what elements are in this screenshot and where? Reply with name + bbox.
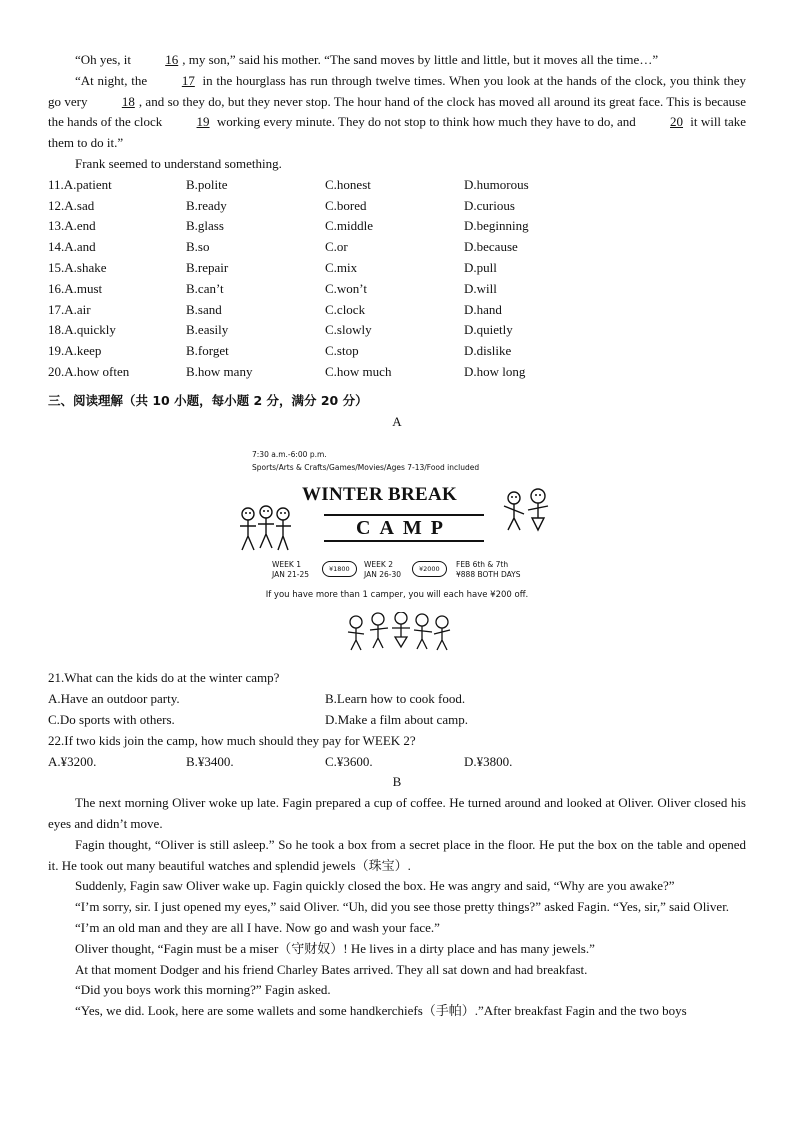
poster-title: WINTER BREAK bbox=[302, 484, 458, 506]
option: 17.A.air bbox=[48, 301, 91, 317]
blank-16: 16 bbox=[165, 52, 179, 67]
option: C.won’t bbox=[325, 280, 368, 296]
q21-options bbox=[48, 689, 746, 731]
option: D.will bbox=[464, 280, 497, 296]
option: D.dislike bbox=[464, 343, 512, 359]
week1-label: WEEK 1 bbox=[272, 560, 301, 570]
week1-price: ¥1800 bbox=[322, 561, 357, 577]
option: D.because bbox=[464, 239, 518, 255]
kids-right-illustration bbox=[500, 488, 554, 538]
passage-b-paragraph: Suddenly, Fagin saw Oliver wake up. Fagin quickly closed the box. He was angry and said, “Why are you awake?” bbox=[75, 878, 675, 894]
option: 20.A.how often bbox=[48, 363, 130, 379]
option: 12.A.sad bbox=[48, 197, 95, 213]
passage-b-paragraph: At that moment Dodger and his friend Charley Bates arrived. They all sat down and had breakfast. bbox=[75, 961, 588, 977]
poster-discount-note: If you have more than 1 camper, you will each have ¥200 off. bbox=[265, 590, 529, 601]
q22-option-d: D.¥3800. bbox=[464, 753, 513, 769]
option: C.mix bbox=[325, 259, 358, 275]
week1-block bbox=[272, 560, 309, 580]
document-page bbox=[48, 50, 746, 1022]
q21-option-a: A.Have an outdoor party. bbox=[48, 691, 180, 707]
option: D.hand bbox=[464, 301, 502, 317]
blank-18: 18 bbox=[121, 93, 135, 109]
option: B.so bbox=[186, 239, 210, 255]
poster-activities: Sports/Arts & Crafts/Games/Movies/Ages 7-13/Food included bbox=[252, 463, 480, 473]
kids-left-illustration bbox=[236, 504, 296, 556]
option: B.easily bbox=[186, 322, 229, 338]
option: C.honest bbox=[325, 176, 371, 192]
winter-camp-poster bbox=[242, 448, 552, 654]
option: D.pull bbox=[464, 259, 497, 275]
option: C.or bbox=[325, 239, 348, 255]
passage-b-paragraph: “Yes, we did. Look, here are some wallets and some handkerchiefs（手帕）.”After breakfast Fagin and the two boys bbox=[75, 1003, 687, 1019]
option: B.ready bbox=[186, 197, 227, 213]
options-table bbox=[48, 175, 746, 383]
option: 18.A.quickly bbox=[48, 322, 116, 338]
week1-dates: JAN 21-25 bbox=[272, 570, 309, 580]
option: C.how much bbox=[325, 363, 392, 379]
passage-b-paragraph: Fagin thought, “Oliver is still asleep.” So he took a box from a secret place in the floor. He put the box on the table and opened it. He took out many beautiful watches and splendid jewels（珠宝）. bbox=[48, 836, 746, 873]
q21-stem: 21.What can the kids do at the winter camp? bbox=[48, 670, 280, 686]
week2-price: ¥2000 bbox=[412, 561, 447, 577]
feb-block bbox=[456, 560, 521, 580]
option: D.how long bbox=[464, 363, 526, 379]
q22-option-a: A.¥3200. bbox=[48, 753, 97, 769]
option: 11.A.patient bbox=[48, 176, 112, 192]
q21-option-d: D.Make a film about camp. bbox=[325, 711, 468, 727]
q22-stem: 22.If two kids join the camp, how much should they pay for WEEK 2? bbox=[48, 732, 416, 748]
option: B.sand bbox=[186, 301, 222, 317]
option: D.curious bbox=[464, 197, 515, 213]
option: C.stop bbox=[325, 343, 359, 359]
passage-b-paragraph: Oliver thought, “Fagin must be a miser（守财奴）! He lives in a dirty place and has many jewels.” bbox=[75, 940, 595, 956]
blank-19: 19 bbox=[196, 114, 210, 130]
feb-label: FEB 6th & 7th bbox=[456, 560, 509, 570]
blank-20: 20 bbox=[670, 114, 684, 130]
option: 15.A.shake bbox=[48, 259, 107, 275]
passage-b-paragraph: “I’m sorry, sir. I just opened my eyes,” said Oliver. “Uh, did you see those pretty things?” asked Fagin. “Yes, sir,” said Oliver. bbox=[75, 899, 730, 915]
option: B.repair bbox=[186, 259, 229, 275]
poster-camp-banner bbox=[324, 514, 484, 542]
section-3-title: 三、阅读理解（共 10 小题，每小题 2 分，满分 20 分） bbox=[48, 392, 368, 408]
poster-hours: 7:30 a.m.-6:00 p.m. bbox=[252, 450, 327, 460]
week2-block bbox=[364, 560, 401, 580]
q22-option-b: B.¥3400. bbox=[186, 753, 234, 769]
week2-dates: JAN 26-30 bbox=[364, 570, 401, 580]
part-a-heading: A bbox=[392, 413, 402, 429]
option: 13.A.end bbox=[48, 218, 96, 234]
option: C.slowly bbox=[325, 322, 372, 338]
option: D.beginning bbox=[464, 218, 529, 234]
blank-17: 17 bbox=[181, 72, 195, 88]
option: B.glass bbox=[186, 218, 224, 234]
option: D.quietly bbox=[464, 322, 513, 338]
option: 19.A.keep bbox=[48, 343, 102, 359]
option: C.middle bbox=[325, 218, 374, 234]
option: C.bored bbox=[325, 197, 367, 213]
part-b-heading: B bbox=[392, 774, 402, 790]
kids-bottom-illustration bbox=[344, 612, 454, 654]
q21-option-b: B.Learn how to cook food. bbox=[325, 691, 466, 707]
week2-label: WEEK 2 bbox=[364, 560, 393, 570]
cloze-paragraph-2: “At night, the 17 in the hourglass has run through twelve times. When you look at the hands of the clock, you think they go very 18 , and so they do, but they never stop. The hour hand of the clock has moved all around its great face. This is because the hands of the clock 19 working every minute. They do not stop to think how much they have to do, and 20 it will take them to do it.” bbox=[48, 72, 747, 151]
poster-camp-text: CAMP bbox=[356, 516, 452, 539]
cloze-paragraph-1: “Oh yes, it 16 , my son,” said his mother. “The sand moves by little and little, but it moves all the time…” bbox=[48, 50, 746, 71]
option: B.forget bbox=[186, 343, 229, 359]
cloze-closing: Frank seemed to understand something. bbox=[75, 155, 282, 171]
option: B.polite bbox=[186, 176, 228, 192]
passage-b-paragraph: “I’m an old man and they are all I have. Now go and wash your face.” bbox=[75, 919, 440, 935]
q22-option-c: C.¥3600. bbox=[325, 753, 373, 769]
q22-options bbox=[48, 752, 746, 773]
passage-b-paragraph: “Did you boys work this morning?” Fagin asked. bbox=[75, 982, 331, 998]
option: D.humorous bbox=[464, 176, 529, 192]
poster-info bbox=[252, 448, 479, 474]
option: 16.A.must bbox=[48, 280, 103, 296]
option: 14.A.and bbox=[48, 239, 96, 255]
option: B.how many bbox=[186, 363, 253, 379]
feb-price: ¥888 BOTH DAYS bbox=[456, 570, 521, 580]
option: C.clock bbox=[325, 301, 366, 317]
option: B.can’t bbox=[186, 280, 224, 296]
q21-option-c: C.Do sports with others. bbox=[48, 711, 175, 727]
passage-b-paragraph: The next morning Oliver woke up late. Fagin prepared a cup of coffee. He turned around and looked at Oliver. Oliver closed his eyes and didn’t move. bbox=[48, 795, 746, 831]
